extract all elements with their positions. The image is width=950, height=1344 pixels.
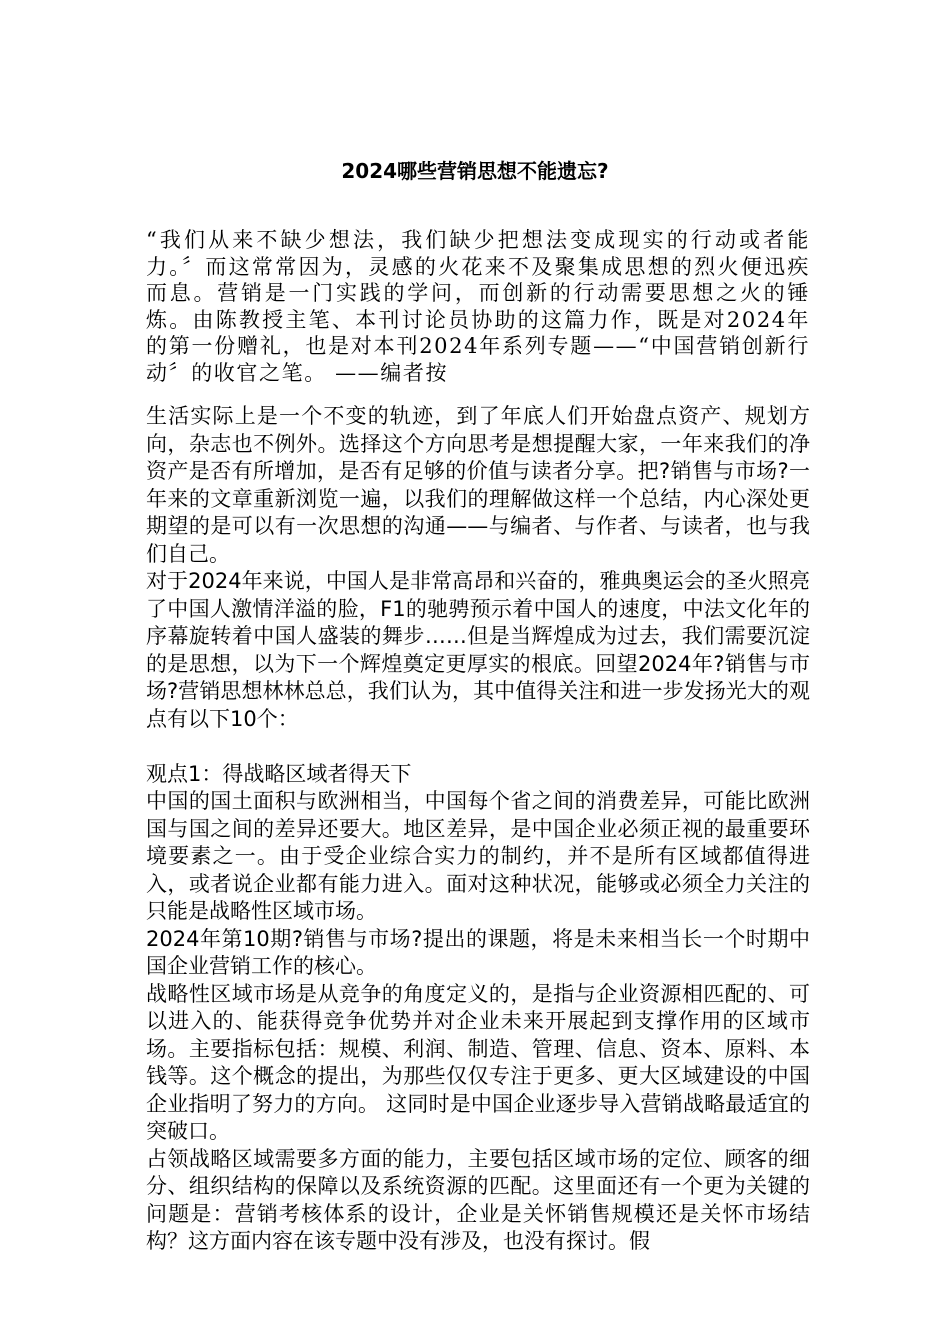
paragraph: 2024年第10期?销售与市场?提出的课题，将是未来相当长一个时期中国企业营销工作的核心。: [146, 926, 810, 978]
paragraph: 生活实际上是一个不变的轨迹，到了年底人们开始盘点资产、规划方向，杂志也不例外。选择这个方向思考是想提醒大家，一年来我们的净资产是否有所增加，是否有足够的价值与读者分享。把?销售与市场?一年来的文章重新浏览一遍，以我们的理解做这样一个总结，内心深处更期望的是可以有一次思想的沟通——与编者、与作者、与读者，也与我们自己。: [146, 404, 810, 566]
editor-note: [146, 227, 810, 386]
paragraph: 战略性区域市场是从竞争的角度定义的，是指与企业资源相匹配的、可以进入的、能获得竞争优势并对企业未来开展起到支撑作用的区域市场。主要指标包括：规模、利润、制造、管理、信息、资本、原料、本钱等。这个概念的提出，为那些仅仅专注于更多、更大区域建设的中国企业指明了努力的方向。 这同时是中国企业逐步导入营销战略最适宜的突破口。: [146, 981, 810, 1143]
section-heading: 观点1：得战略区域者得天下: [146, 761, 412, 786]
paragraph: 对于2024年来说，中国人是非常高昂和兴奋的，雅典奥运会的圣火照亮了中国人激情洋溢的脸，F1的驰骋预示着中国人的速度，中法文化年的序幕旋转着中国人盛装的舞步……但是当辉煌成为过去，我们需要沉淀的是思想，以为下一个辉煌奠定更厚实的根底。回望2024年?销售与市场?营销思想林林总总，我们认为，其中值得关注和进一步发扬光大的观点有以下10个：: [146, 569, 810, 731]
article-body: [146, 403, 810, 1256]
document-title: 2024哪些营销思想不能遗忘?: [341, 159, 609, 183]
paragraph: 占领战略区域需要多方面的能力，主要包括区域市场的定位、顾客的细分、组织结构的保障以及系统资源的匹配。这里面还有一个更为关键的问题是：营销考核体系的设计，企业是关怀销售规模还是关怀市场结构？这方面内容在该专题中没有涉及，也没有探讨。假: [146, 1146, 810, 1253]
editor-note-text: “我们从来不缺少想法，我们缺少把想法变成现实的行动或者能力。〞而这常常因为，灵感的火花来不及聚集成思想的烈火便迅疾而息。营销是一门实践的学问，而创新的行动需要思想之火的锤炼。由陈教授主笔、本刊讨论员协助的这篇力作，既是对2024年的第一份赠礼，也是对本刊2024年系列专题——“中国营销创新行动〞的收官之笔。 ——编者按: [146, 228, 810, 385]
paragraph: 中国的国土面积与欧洲相当，中国每个省之间的消费差异，可能比欧洲国与国之间的差异还要大。地区差异，是中国企业必须正视的最重要环境要素之一。由于受企业综合实力的制约，并不是所有区域都值得进入，或者说企业都有能力进入。面对这种状况，能够或必须全力关注的只能是战略性区域市场。: [146, 789, 810, 923]
paragraph-gap: [146, 733, 810, 761]
